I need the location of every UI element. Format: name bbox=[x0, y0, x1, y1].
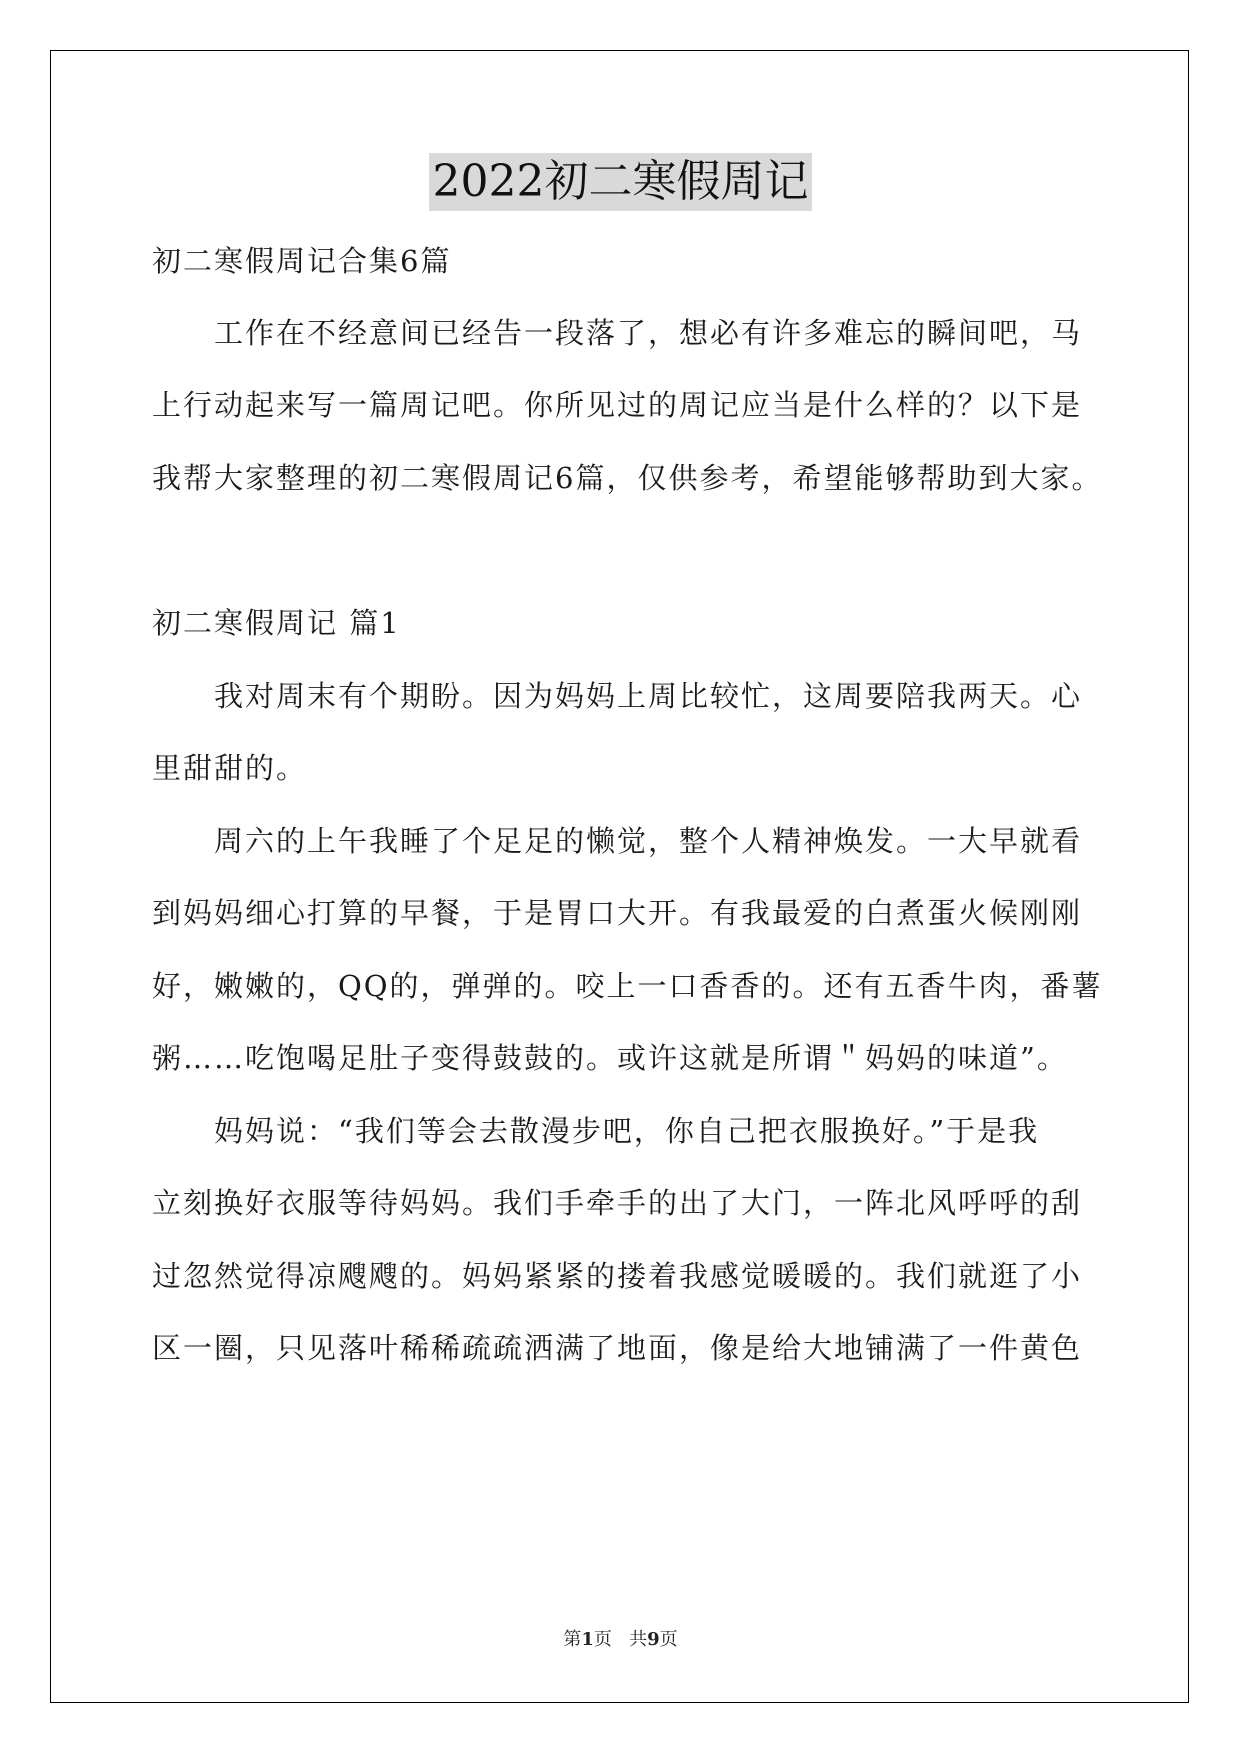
current-page-number: 1 bbox=[581, 1629, 594, 1650]
intro-line: 我帮大家整理的初二寒假周记6篇，仅供参考，希望能够帮助到大家。 bbox=[152, 461, 1103, 495]
body-line: 妈妈说：“我们等会去散漫步吧，你自己把衣服换好。”于是我 bbox=[214, 1114, 1040, 1148]
body-line: 周六的上午我睡了个足足的懒觉，整个人精神焕发。一大早就看 bbox=[214, 824, 1083, 858]
intro-line: 工作在不经意间已经告一段落了，想必有许多难忘的瞬间吧，马 bbox=[214, 316, 1083, 350]
section-heading: 初二寒假周记 篇1 bbox=[152, 606, 401, 640]
body-line: 好，嫩嫩的，QQ的，弹弹的。咬上一口香香的。还有五香牛肉，番薯 bbox=[152, 969, 1103, 1003]
title-container bbox=[0, 153, 1241, 211]
document-subtitle: 初二寒假周记合集6篇 bbox=[152, 244, 452, 278]
footer-suffix: 页 bbox=[659, 1629, 678, 1650]
body-line: 立刻换好衣服等待妈妈。我们手牵手的出了大门，一阵北风呼呼的刮 bbox=[152, 1186, 1083, 1220]
footer-prefix: 第 bbox=[563, 1629, 582, 1650]
body-line: 粥……吃饱喝足肚子变得鼓鼓的。或许这就是所谓＂妈妈的味道”。 bbox=[152, 1041, 1068, 1075]
body-line: 我对周末有个期盼。因为妈妈上周比较忙，这周要陪我两天。心 bbox=[214, 679, 1083, 713]
body-line: 过忽然觉得凉飕飕的。妈妈紧紧的搂着我感觉暖暖的。我们就逛了小 bbox=[152, 1259, 1083, 1293]
intro-line: 上行动起来写一篇周记吧。你所见过的周记应当是什么样的？以下是 bbox=[152, 388, 1083, 422]
footer-mid: 页 共 bbox=[593, 1629, 648, 1650]
page-footer bbox=[0, 1628, 1241, 1652]
document-title: 2022初二寒假周记 bbox=[429, 153, 813, 211]
body-line: 区一圈，只见落叶稀稀疏疏洒满了地面，像是给大地铺满了一件黄色 bbox=[152, 1331, 1083, 1365]
page-border bbox=[50, 50, 1189, 1703]
total-pages-number: 9 bbox=[647, 1629, 660, 1650]
body-line: 里甜甜的。 bbox=[152, 751, 308, 785]
body-line: 到妈妈细心打算的早餐，于是胃口大开。有我最爱的白煮蛋火候刚刚 bbox=[152, 896, 1083, 930]
